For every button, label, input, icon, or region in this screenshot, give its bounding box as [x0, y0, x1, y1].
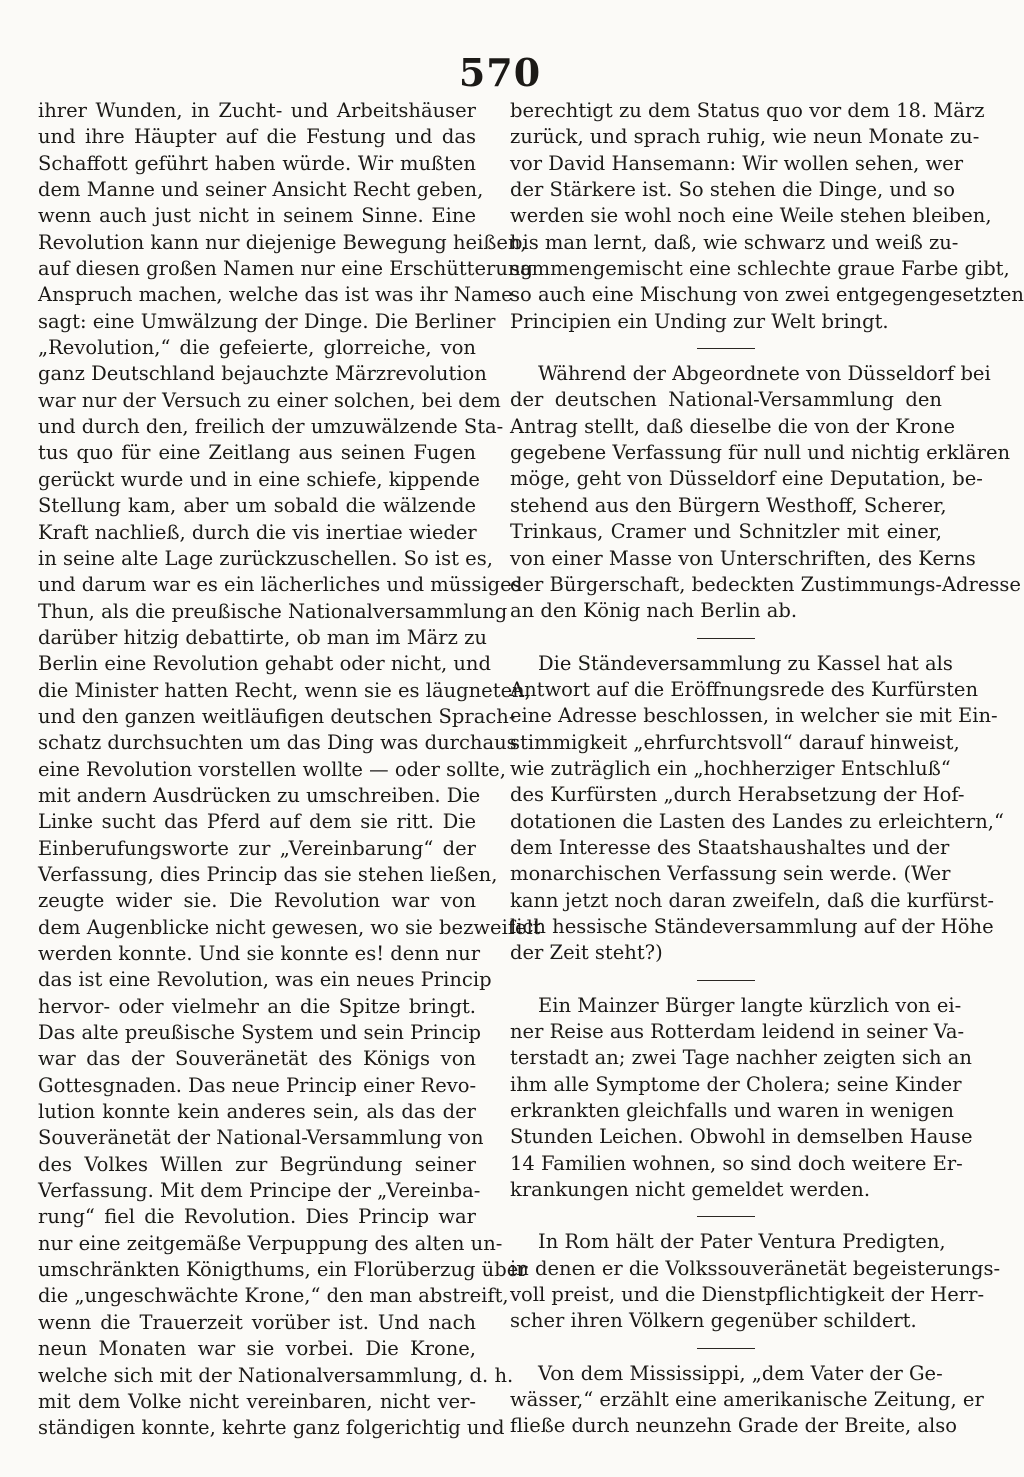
text-line: ganz Deutschland bejauchzte Märzrevolution — [38, 362, 487, 386]
text-line: und durch den, freilich der umzuwälzende Sta- — [38, 415, 504, 439]
text-line: umschränkten Königthums, ein Florüberzug über — [38, 1258, 528, 1282]
text-line: und darum war es ein lächerliches und müssiges — [38, 573, 522, 597]
text-line: krankungen nicht gemeldet werden. — [510, 1178, 871, 1202]
text-line: Verfassung, dies Princip das sie stehen ließen, — [38, 862, 498, 886]
text-line: gerückt wurde und in eine schiefe, kippende — [38, 467, 480, 491]
text-line: der Bürgerschaft, bedeckten Zustimmungs-Adresse — [510, 572, 1021, 596]
text-line: darüber hitzig debattirte, ob man im März zu — [38, 625, 487, 649]
text-line: und ihre Häupter auf die Festung und das — [38, 125, 476, 149]
text-line: der deutschen National-Versammlung den — [510, 388, 942, 412]
right-column-article — [510, 1229, 1001, 1334]
text-line: kann jetzt noch daran zweifeln, daß die kurfürst- — [510, 888, 994, 912]
page-number: 570 — [458, 50, 542, 95]
text-line: voll preist, und die Dienstpflichtigkeit der Herr- — [510, 1283, 985, 1307]
text-line: war das der Souveränetät des Königs von — [38, 1047, 476, 1071]
text-line: dotationen die Lasten des Landes zu erleichtern,“ — [510, 809, 1004, 833]
text-line: war nur der Versuch zu einer solchen, bei dem — [38, 388, 501, 412]
text-line: Antwort auf die Eröffnungsrede des Kurfürsten — [510, 677, 979, 701]
text-line: 14 Familien wohnen, so sind doch weitere Er- — [510, 1151, 963, 1175]
text-line: fließe durch neunzehn Grade der Breite, also — [510, 1414, 958, 1438]
text-line: und den ganzen weitläufigen deutschen Sprach- — [38, 704, 516, 728]
text-line: Stellung kam, aber um sobald die wälzende — [38, 494, 476, 518]
text-line: des Volkes Willen zur Begründung seiner — [38, 1152, 476, 1176]
text-line: lution konnte kein anderes sein, als das der — [38, 1100, 476, 1124]
text-line: terstadt an; zwei Tage nachher zeigten sich an — [510, 1046, 972, 1070]
text-line: Verfassung. Mit dem Principe der „Vereinba- — [38, 1179, 481, 1203]
text-line: an den König nach Berlin ab. — [510, 599, 798, 623]
text-line: eine Adresse beschlossen, in welcher sie mit Ein- — [510, 704, 998, 728]
text-line: neun Monaten war sie vorbei. Die Krone, — [38, 1337, 476, 1361]
text-line: die Minister hatten Recht, wenn sie es läugneten, — [38, 678, 531, 702]
text-line: bis man lernt, daß, wie schwarz und weiß zu- — [510, 230, 959, 254]
text-line: Principien ein Unding zur Welt bringt. — [510, 309, 889, 333]
text-line: Gottesgnaden. Das neue Princip einer Revo- — [38, 1073, 477, 1097]
article-divider — [697, 348, 755, 349]
text-line: tus quo für eine Zeitlang aus seinen Fugen — [38, 441, 476, 465]
text-line: „Revolution,“ die gefeierte, glorreiche, von — [38, 336, 476, 360]
text-line: lich hessische Ständeversammlung auf der Höhe — [510, 914, 994, 938]
text-line: zurück, und sprach ruhig, wie neun Monate zu- — [510, 125, 980, 149]
text-line: auf diesen großen Namen nur eine Erschütterung — [38, 257, 533, 281]
article-divider — [697, 638, 755, 639]
text-line: Von dem Mississippi, „dem Vater der Ge- — [538, 1361, 943, 1385]
right-column-article — [510, 1361, 984, 1440]
text-line: das ist eine Revolution, was ein neues Princip — [38, 968, 492, 992]
text-line: Stunden Leichen. Obwohl in demselben Hause — [510, 1125, 973, 1149]
text-line: welche sich mit der Nationalversammlung, d. h. — [38, 1363, 514, 1387]
text-line: Antrag stellt, daß dieselbe die von der Krone — [510, 414, 956, 438]
text-line: Einberufungsworte zur „Vereinbarung“ der — [38, 836, 476, 860]
text-line: wie zuträglich ein „hochherziger Entschluß“ — [510, 756, 951, 780]
text-line: ner Reise aus Rotterdam leidend in seiner Va- — [510, 1020, 965, 1043]
right-column-article — [510, 361, 1021, 624]
text-line: der Stärkere ist. So stehen die Dinge, und so — [510, 178, 955, 202]
text-line: möge, geht von Düsseldorf eine Deputation, be- — [510, 467, 983, 491]
text-line: eine Revolution vorstellen wollte — oder sollte, — [38, 757, 506, 781]
right-column — [510, 98, 1024, 1440]
text-line: so auch eine Mischung von zwei entgegengesetzten — [510, 283, 1024, 307]
right-column-article — [510, 993, 973, 1204]
text-line: dem Augenblicke nicht gewesen, wo sie bezweifelt — [38, 915, 541, 939]
text-line: die „ungeschwächte Krone,“ den man abstreift, — [38, 1284, 509, 1308]
text-line: Souveränetät der National-Versammlung von — [38, 1126, 484, 1150]
text-line: Trinkaus, Cramer und Schnitzler mit einer, — [510, 520, 942, 544]
text-line: wenn auch just nicht in seinem Sinne. Eine — [38, 204, 476, 228]
right-column-article — [510, 651, 1004, 967]
text-line: erkrankten gleichfalls und waren in wenigen — [510, 1099, 954, 1123]
text-line: sammengemischt eine schlechte graue Farbe gibt, — [510, 257, 1010, 281]
text-line: Linke sucht das Pferd auf dem sie ritt. Die — [38, 810, 476, 834]
text-line: Revolution kann nur diejenige Bewegung heißen, — [38, 230, 527, 254]
text-line: werden sie wohl noch eine Weile stehen bleiben, — [510, 204, 992, 228]
text-line: Ein Mainzer Bürger langte kürzlich von ei- — [538, 993, 962, 1017]
text-line: wenn die Trauerzeit vorüber ist. Und nach — [38, 1310, 476, 1334]
text-line: wässer,“ erzählt eine amerikanische Zeitung, er — [510, 1388, 984, 1412]
text-line: monarchischen Verfassung sein werde. (Wer — [510, 862, 951, 886]
text-line: dem Manne und seiner Ansicht Recht geben, — [38, 178, 484, 202]
text-line: Berlin eine Revolution gehabt oder nicht, und — [38, 652, 491, 676]
text-line: berechtigt zu dem Status quo vor dem 18. März — [510, 99, 985, 122]
article-divider — [697, 1348, 755, 1349]
text-line: ständigen konnte, kehrte ganz folgerichtig und — [38, 1416, 505, 1440]
text-line: Kraft nachließ, durch die vis inertiae wieder — [38, 520, 477, 544]
left-column-article — [38, 98, 541, 1442]
text-line: gegebene Verfassung für null und nichtig erklären — [510, 441, 1011, 465]
text-line: der Zeit steht?) — [510, 941, 663, 965]
text-line: stimmigkeit „ehrfurchtsvoll“ darauf hinweist, — [510, 730, 960, 754]
text-line: von einer Masse von Unterschriften, des Kerns — [510, 546, 976, 570]
text-line: in denen er die Volkssouveränetät begeisterungs- — [510, 1256, 1001, 1280]
text-line: Das alte preußische System und sein Princip — [38, 1021, 481, 1045]
text-line: ihrer Wunden, in Zucht- und Arbeitshäuser — [38, 99, 476, 122]
article-divider — [697, 980, 755, 981]
right-column-article — [510, 98, 1024, 335]
text-line: in seine alte Lage zurückzuschellen. So ist es, — [38, 546, 493, 570]
text-line: nur eine zeitgemäße Verpuppung des alten un- — [38, 1231, 503, 1255]
text-line: Während der Abgeordnete von Düsseldorf bei — [538, 362, 991, 386]
text-line: Schaffott geführt haben würde. Wir mußten — [38, 151, 476, 175]
text-line: scher ihren Völkern gegenüber schildert. — [510, 1309, 917, 1333]
text-line: sagt: eine Umwälzung der Dinge. Die Berliner — [38, 309, 496, 333]
text-line: Die Ständeversammlung zu Kassel hat als — [538, 651, 953, 675]
text-line: schatz durchsuchten um das Ding was durchaus — [38, 731, 517, 755]
text-line: Anspruch machen, welche das ist was ihr Name — [38, 283, 513, 307]
text-line: ihm alle Symptome der Cholera; seine Kinder — [510, 1072, 962, 1096]
text-line: rung“ fiel die Revolution. Dies Princip war — [38, 1205, 476, 1229]
text-line: mit dem Volke nicht vereinbaren, nicht ver- — [38, 1389, 476, 1413]
text-line: zeugte wider sie. Die Revolution war von — [38, 889, 476, 913]
text-line: des Kurfürsten „durch Herabsetzung der Hof- — [510, 783, 965, 807]
text-line: vor David Hansemann: Wir wollen sehen, wer — [510, 151, 964, 175]
text-line: hervor- oder vielmehr an die Spitze bringt. — [38, 994, 476, 1018]
article-divider — [697, 1216, 755, 1217]
text-line: Thun, als die preußische Nationalversammlung — [38, 599, 508, 623]
text-line: In Rom hält der Pater Ventura Predigten, — [538, 1230, 946, 1254]
text-line: stehend aus den Bürgern Westhoff, Scherer, — [510, 493, 947, 517]
text-line: werden konnte. Und sie konnte es! denn nur — [38, 942, 481, 965]
text-line: dem Interesse des Staatshaushaltes und der — [510, 835, 950, 859]
text-line: mit andern Ausdrücken zu umschreiben. Die — [38, 783, 481, 807]
left-column — [38, 98, 541, 1442]
